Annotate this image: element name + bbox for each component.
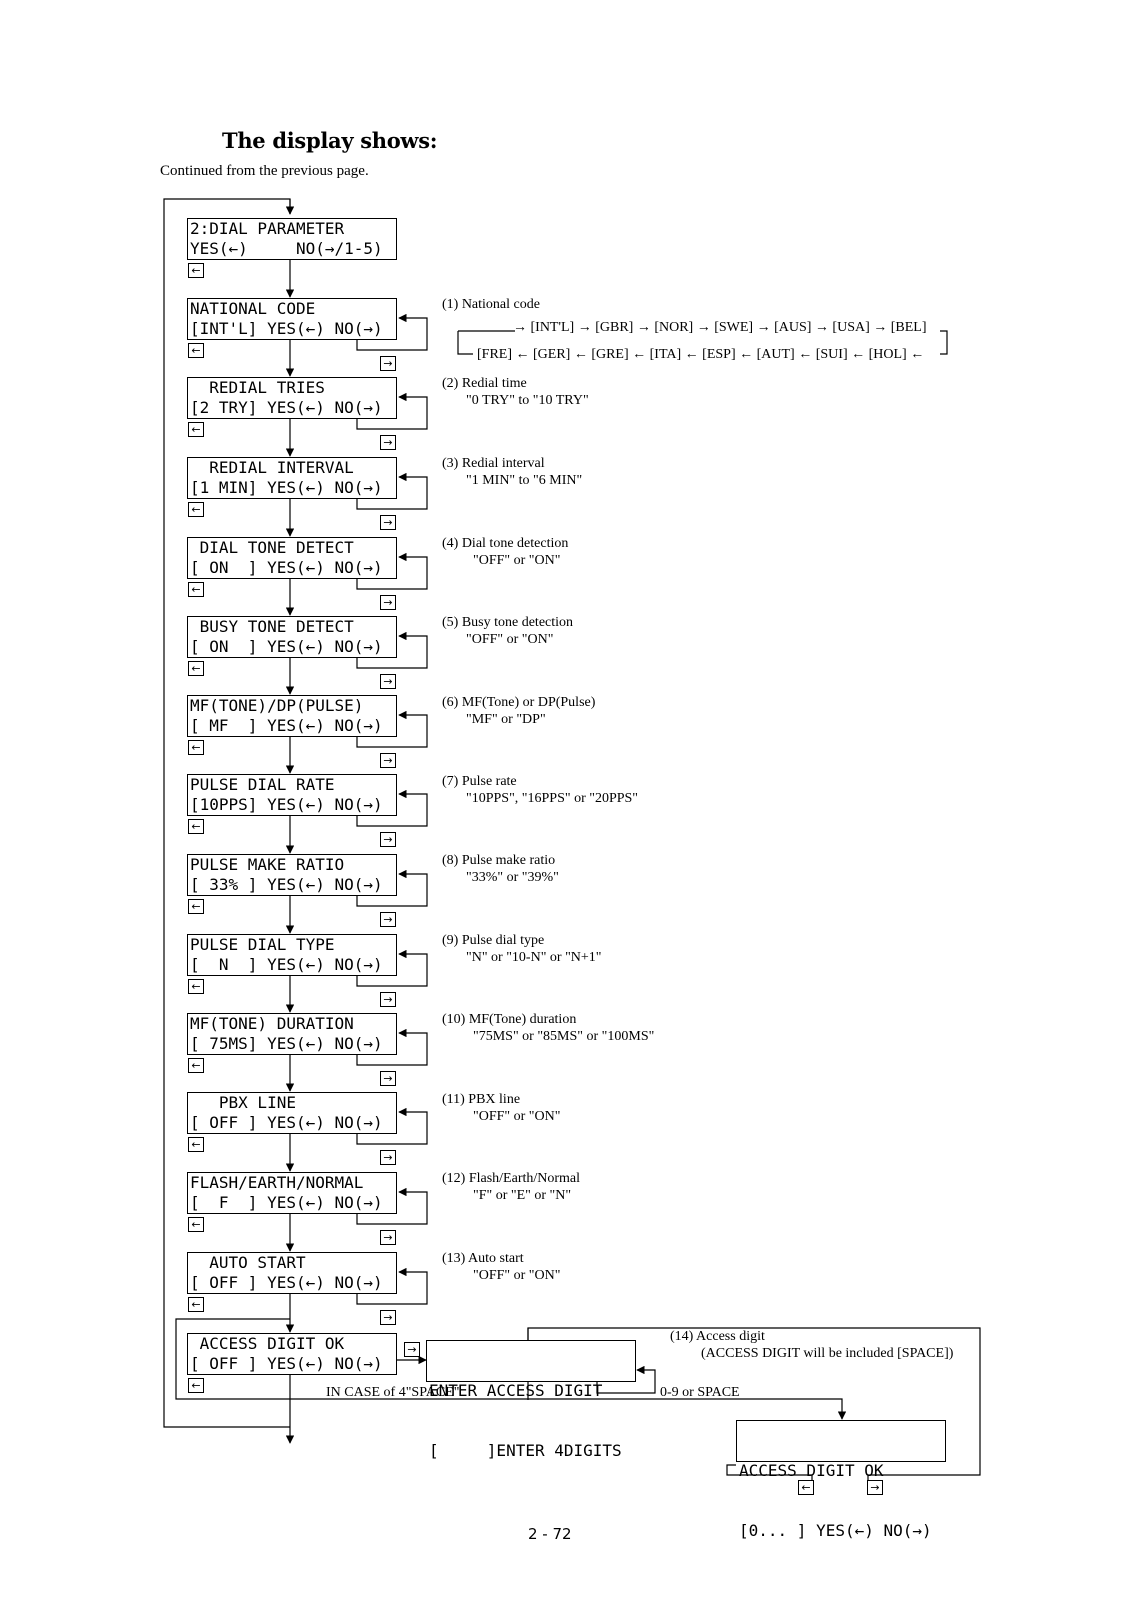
parameter-note: [442, 1011, 654, 1045]
right-arrow-key-icon: →: [380, 356, 396, 371]
note-detail: "75MS" or "85MS" or "100MS": [466, 1029, 655, 1044]
display-step: [187, 695, 397, 737]
display-line-2: [ OFF ] YES(←) NO(→): [190, 1273, 383, 1292]
display-line-2: [1 MIN] YES(←) NO(→): [190, 478, 383, 497]
left-arrow-key-icon: ←: [188, 979, 204, 994]
display-step: [187, 218, 397, 260]
note-detail: "10PPS", "16PPS" or "20PPS": [466, 791, 639, 806]
display-line-1: PULSE MAKE RATIO: [190, 855, 345, 874]
display-line-1: PBX LINE: [190, 1093, 296, 1112]
right-arrow-key-icon: →: [404, 1342, 420, 1357]
display-step: [187, 1333, 397, 1375]
display-line-1: PULSE DIAL TYPE: [190, 935, 335, 954]
left-arrow-key-icon: ←: [188, 1137, 204, 1152]
display-step: [187, 1013, 397, 1055]
left-arrow-key-icon: ←: [188, 343, 204, 358]
display-access-digit-ok: [736, 1420, 946, 1540]
display-line-1: BUSY TONE DETECT: [190, 617, 354, 636]
note-title: (12) Flash/Earth/Normal: [442, 1171, 581, 1186]
parameter-note: [442, 375, 589, 409]
display-line-2: [ ON ] YES(←) NO(→): [190, 637, 383, 656]
note-detail: "OFF" or "ON": [466, 632, 554, 647]
left-arrow-key-icon: ←: [188, 819, 204, 834]
display-step: [187, 457, 397, 499]
display-step: [187, 537, 397, 579]
parameter-note: [442, 296, 540, 313]
left-arrow-key-icon: ←: [188, 422, 204, 437]
right-arrow-key-icon: →: [380, 832, 396, 847]
display-line-1: 2:DIAL PARAMETER: [190, 219, 345, 238]
note-detail: "OFF" or "ON": [466, 1268, 561, 1283]
display-line-2: [ 75MS] YES(←) NO(→): [190, 1034, 383, 1053]
note-title: (3) Redial interval: [442, 456, 545, 471]
left-arrow-key-icon: ←: [188, 1297, 204, 1312]
display-step: [187, 854, 397, 896]
display-line-1: MF(TONE)/DP(PULSE): [190, 696, 364, 715]
national-code-sequence-bottom: [FRE] ← [GER] ← [GRE] ← [ITA] ← [ESP] ← [AUT] ← [SUI] ← [HOL] ←: [477, 347, 925, 362]
note-detail: (ACCESS DIGIT will be included [SPACE]): [694, 1346, 954, 1361]
left-arrow-key-icon: ←: [798, 1480, 814, 1495]
note-title: (4) Dial tone detection: [442, 536, 569, 551]
note-title: (13) Auto start: [442, 1251, 524, 1266]
display-step: [187, 1092, 397, 1134]
display-enter-access-digit: [426, 1340, 636, 1460]
note-detail: "1 MIN" to "6 MIN": [466, 473, 583, 488]
national-code-sequence-top: → [INT'L] → [GBR] → [NOR] → [SWE] → [AUS] → [USA] → [BEL]: [513, 320, 927, 335]
parameter-note: [670, 1328, 953, 1362]
page-title: The display shows:: [222, 128, 438, 153]
note-title: (10) MF(Tone) duration: [442, 1012, 577, 1027]
left-arrow-key-icon: ←: [188, 899, 204, 914]
in-case-label: IN CASE of 4"SPACE": [326, 1385, 460, 1400]
display-line-1: AUTO START: [190, 1253, 306, 1272]
left-arrow-key-icon: ←: [188, 661, 204, 676]
note-detail: "N" or "10-N" or "N+1": [466, 950, 602, 965]
display-line-1: REDIAL TRIES: [190, 378, 325, 397]
note-title: (5) Busy tone detection: [442, 615, 574, 630]
page-number: 2 - 72: [528, 1525, 572, 1543]
display-line-2: [INT'L] YES(←) NO(→): [190, 319, 383, 338]
note-title: (7) Pulse rate: [442, 774, 517, 789]
note-title: (1) National code: [442, 297, 540, 312]
right-arrow-key-icon: →: [380, 912, 396, 927]
parameter-note: [442, 852, 559, 886]
display-line-2: [ ON ] YES(←) NO(→): [190, 558, 383, 577]
note-title: (11) PBX line: [442, 1092, 521, 1107]
display-line-2: [ N ] YES(←) NO(→): [190, 955, 383, 974]
display-line-2: YES(←) NO(→/1-5): [190, 239, 383, 258]
parameter-note: [442, 614, 573, 648]
display-step: [187, 1172, 397, 1214]
note-detail: "OFF" or "ON": [466, 553, 561, 568]
display-line-2: [ ]ENTER 4DIGITS: [429, 1441, 622, 1460]
display-line-1: DIAL TONE DETECT: [190, 538, 354, 557]
left-arrow-key-icon: ←: [188, 1217, 204, 1232]
note-detail: "0 TRY" to "10 TRY": [466, 393, 589, 408]
display-step: [187, 934, 397, 976]
display-step: [187, 774, 397, 816]
right-arrow-key-icon: →: [380, 1071, 396, 1086]
display-line-2: [ MF ] YES(←) NO(→): [190, 716, 383, 735]
display-line-2: [10PPS] YES(←) NO(→): [190, 795, 383, 814]
note-detail: "33%" or "39%": [466, 870, 559, 885]
display-line-2: [ OFF ] YES(←) NO(→): [190, 1113, 383, 1132]
left-arrow-key-icon: ←: [188, 1378, 204, 1393]
display-line-2: [ 33% ] YES(←) NO(→): [190, 875, 383, 894]
right-arrow-key-icon: →: [380, 595, 396, 610]
display-line-1: ACCESS DIGIT OK: [739, 1461, 884, 1480]
display-step: [187, 616, 397, 658]
right-arrow-key-icon: →: [380, 1310, 396, 1325]
parameter-note: [442, 773, 638, 807]
display-line-1: REDIAL INTERVAL: [190, 458, 354, 477]
display-line-2: [ OFF ] YES(←) NO(→): [190, 1354, 383, 1373]
display-line-1: NATIONAL CODE: [190, 299, 316, 318]
display-line-2: [ F ] YES(←) NO(→): [190, 1193, 383, 1212]
parameter-note: [442, 535, 568, 569]
left-arrow-key-icon: ←: [188, 582, 204, 597]
left-arrow-key-icon: ←: [188, 263, 204, 278]
note-title: (6) MF(Tone) or DP(Pulse): [442, 695, 596, 710]
right-arrow-key-icon: →: [380, 515, 396, 530]
display-line-1: ACCESS DIGIT OK: [190, 1334, 345, 1353]
note-detail: "OFF" or "ON": [466, 1109, 561, 1124]
left-arrow-key-icon: ←: [188, 1058, 204, 1073]
parameter-note: [442, 1170, 580, 1204]
display-line-2: [0... ] YES(←) NO(→): [739, 1521, 932, 1540]
parameter-note: [442, 1091, 560, 1125]
right-arrow-key-icon: →: [380, 435, 396, 450]
parameter-note: [442, 694, 595, 728]
display-line-1: PULSE DIAL RATE: [190, 775, 335, 794]
display-step: [187, 377, 397, 419]
right-arrow-key-icon: →: [380, 1230, 396, 1245]
right-arrow-key-icon: →: [380, 992, 396, 1007]
display-line-1: ENTER ACCESS DIGIT: [429, 1381, 603, 1400]
parameter-note: [442, 455, 582, 489]
left-arrow-key-icon: ←: [188, 740, 204, 755]
parameter-note: [442, 932, 602, 966]
right-arrow-key-icon: →: [380, 753, 396, 768]
display-step: [187, 1252, 397, 1294]
page-subtitle: Continued from the previous page.: [160, 163, 369, 179]
display-line-2: [2 TRY] YES(←) NO(→): [190, 398, 383, 417]
note-title: (8) Pulse make ratio: [442, 853, 556, 868]
display-line-1: FLASH/EARTH/NORMAL: [190, 1173, 364, 1192]
right-arrow-key-icon: →: [867, 1480, 883, 1495]
display-step: [187, 298, 397, 340]
note-title: (9) Pulse dial type: [442, 933, 545, 948]
note-detail: "MF" or "DP": [466, 712, 546, 727]
right-arrow-key-icon: →: [380, 1150, 396, 1165]
note-detail: "F" or "E" or "N": [466, 1188, 572, 1203]
note-title: (2) Redial time: [442, 376, 527, 391]
note-title: (14) Access digit: [670, 1329, 765, 1344]
digits-label: 0-9 or SPACE: [660, 1385, 740, 1400]
display-line-1: MF(TONE) DURATION: [190, 1014, 354, 1033]
right-arrow-key-icon: →: [380, 674, 396, 689]
parameter-note: [442, 1250, 560, 1284]
left-arrow-key-icon: ←: [188, 502, 204, 517]
